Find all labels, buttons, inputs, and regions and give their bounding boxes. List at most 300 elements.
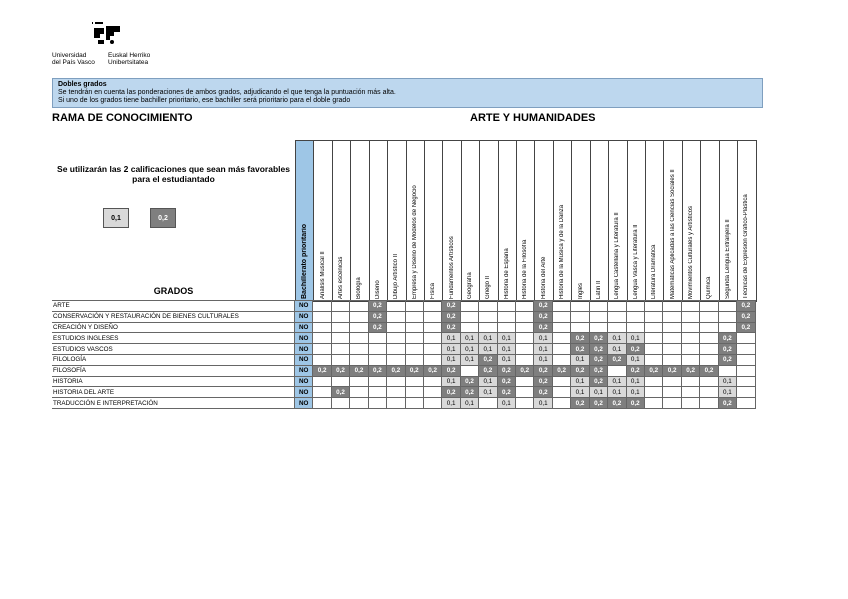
weight-cell: 0,2 <box>331 387 349 398</box>
header-info <box>52 140 295 300</box>
weight-cell <box>571 311 589 322</box>
weight-cell <box>681 333 699 344</box>
weight-cell <box>331 301 349 312</box>
weight-cell <box>552 333 570 344</box>
subject-header-row <box>295 140 757 302</box>
weight-cell <box>479 398 497 409</box>
column-header-label: Bachillerato prioritario <box>301 223 309 299</box>
weight-cell: 0,1 <box>460 398 478 409</box>
column-header-subject <box>443 141 461 302</box>
weight-cell: 0,2 <box>534 387 552 398</box>
weight-cell <box>460 365 478 376</box>
weight-cell: 0,2 <box>608 398 626 409</box>
column-header-subject <box>701 141 719 302</box>
weight-cell <box>718 301 736 312</box>
weight-cell <box>700 322 718 333</box>
weight-cell <box>663 311 681 322</box>
weight-cell <box>479 301 497 312</box>
column-header-label: Historia de España <box>503 248 510 299</box>
column-header-label: Fundamentos Artísticos <box>448 236 455 299</box>
column-header-subject <box>517 141 535 302</box>
weight-cell <box>460 322 478 333</box>
weight-cell <box>368 333 386 344</box>
weight-cell <box>516 322 534 333</box>
weight-cell: 0,2 <box>626 398 644 409</box>
column-header-label: Matemáticas Aplicadas a las Ciencias Sociales II <box>669 169 676 299</box>
weight-cell <box>368 387 386 398</box>
weight-cell: 0,1 <box>460 333 478 344</box>
weight-cell: 0,1 <box>479 387 497 398</box>
weight-cell <box>718 311 736 322</box>
weight-cell <box>313 333 331 344</box>
weight-cell <box>423 398 441 409</box>
weight-cell <box>516 398 534 409</box>
weight-cell <box>552 311 570 322</box>
column-header-label: Análisis Musical II <box>319 251 326 299</box>
column-header-label: Historia de la Filosofía <box>522 239 529 299</box>
weight-cell <box>663 398 681 409</box>
weight-cell: 0,2 <box>681 365 699 376</box>
weight-cell: 0,1 <box>718 376 736 387</box>
degree-name: TRADUCCIÓN E INTERPRETACIÓN <box>52 398 295 409</box>
weight-cell <box>571 301 589 312</box>
column-header-subject <box>424 141 442 302</box>
weight-cell <box>313 376 331 387</box>
column-header-label: Técnicas de Expresión Gráfico-Plástica <box>743 194 750 299</box>
table-row <box>52 354 755 365</box>
weight-cell <box>608 301 626 312</box>
weight-cell <box>608 311 626 322</box>
weight-cell <box>645 354 663 365</box>
weight-cell <box>350 354 368 365</box>
weight-cell <box>700 301 718 312</box>
weight-cell <box>645 322 663 333</box>
ehu-logo-icon <box>90 22 124 46</box>
weight-cell <box>645 387 663 398</box>
weight-cell: 0,1 <box>442 398 460 409</box>
weight-cell <box>368 398 386 409</box>
weight-cell: 0,1 <box>497 333 515 344</box>
weight-cell <box>331 344 349 355</box>
weight-cell <box>350 301 368 312</box>
table-row <box>52 365 755 376</box>
weight-cell <box>589 301 607 312</box>
bachillerato-cell: NO <box>295 365 313 376</box>
weight-cell <box>700 376 718 387</box>
weight-cell <box>571 322 589 333</box>
weight-cell <box>516 376 534 387</box>
column-header-label: Historia del Arte <box>540 256 547 299</box>
weight-cell <box>737 398 755 409</box>
weight-cell: 0,2 <box>497 376 515 387</box>
weight-cell: 0,1 <box>626 376 644 387</box>
weight-cell <box>405 387 423 398</box>
weight-cell <box>700 398 718 409</box>
weight-cell <box>313 398 331 409</box>
bachillerato-cell: NO <box>295 311 313 322</box>
weight-cell <box>737 376 755 387</box>
weight-cell <box>552 398 570 409</box>
weight-cell <box>663 387 681 398</box>
weight-cell <box>405 301 423 312</box>
weight-cell: 0,2 <box>718 398 736 409</box>
weight-cell <box>387 387 405 398</box>
weight-cell <box>626 311 644 322</box>
weight-cell: 0,2 <box>700 365 718 376</box>
logo-line2-es: del País Vasco <box>52 59 95 66</box>
weight-cell: 0,2 <box>589 354 607 365</box>
weight-cell: 0,2 <box>534 376 552 387</box>
weight-cell <box>423 354 441 365</box>
table-row <box>52 376 755 387</box>
weight-cell: 0,2 <box>589 333 607 344</box>
university-name-eu <box>108 52 150 66</box>
column-header-label: Artes escénicas <box>338 256 345 299</box>
weight-cell <box>645 344 663 355</box>
degree-name: CREACIÓN Y DISEÑO <box>52 322 295 333</box>
column-header-subject <box>535 141 553 302</box>
weight-cell: 0,2 <box>534 301 552 312</box>
weight-cell: 0,2 <box>645 365 663 376</box>
grados-label: GRADOS <box>153 286 194 296</box>
weight-cell: 0,1 <box>460 354 478 365</box>
weight-cell: 0,2 <box>313 365 331 376</box>
weight-cell: 0,2 <box>589 398 607 409</box>
weight-cell <box>516 311 534 322</box>
bachillerato-cell: NO <box>295 344 313 355</box>
column-header-subject <box>627 141 645 302</box>
weight-cell <box>350 311 368 322</box>
weight-cell: 0,2 <box>571 365 589 376</box>
weight-cell <box>387 301 405 312</box>
double-degree-note <box>52 78 763 108</box>
weight-cell <box>681 354 699 365</box>
weight-cell <box>350 333 368 344</box>
rama-label: RAMA DE CONOCIMIENTO <box>52 112 193 124</box>
column-header-label: Griego II <box>485 275 492 299</box>
weight-cell <box>645 301 663 312</box>
column-header-label: Dibujo Artístico II <box>393 253 400 299</box>
weight-cell: 0,2 <box>460 376 478 387</box>
weight-cell <box>552 322 570 333</box>
bachillerato-cell: NO <box>295 354 313 365</box>
weight-cell <box>331 333 349 344</box>
note-line-1: Se tendrán en cuenta las ponderaciones de ambos grados, adjudicando el que tenga la puntuación más alta. <box>58 89 396 96</box>
weight-cell: 0,2 <box>387 365 405 376</box>
weight-cell <box>681 387 699 398</box>
weight-cell <box>387 376 405 387</box>
column-header-subject <box>719 141 737 302</box>
weight-cell: 0,2 <box>589 344 607 355</box>
weight-cell: 0,1 <box>479 344 497 355</box>
weight-cell <box>516 387 534 398</box>
column-header-subject <box>682 141 700 302</box>
weight-cell: 0,1 <box>479 376 497 387</box>
weight-cell <box>552 344 570 355</box>
weight-cell <box>350 387 368 398</box>
column-header-label: Biología <box>356 277 363 299</box>
weight-cell: 0,1 <box>571 387 589 398</box>
weight-cell <box>331 311 349 322</box>
column-header-subject <box>572 141 590 302</box>
weight-cell: 0,1 <box>626 387 644 398</box>
weight-cell <box>405 398 423 409</box>
column-header-subject <box>461 141 479 302</box>
bachillerato-cell: NO <box>295 376 313 387</box>
weight-cell <box>497 301 515 312</box>
weight-cell: 0,1 <box>479 333 497 344</box>
weight-cell: 0,2 <box>589 365 607 376</box>
weight-cell <box>700 333 718 344</box>
weight-cell: 0,1 <box>571 376 589 387</box>
weight-cell <box>460 311 478 322</box>
weight-cell <box>387 333 405 344</box>
weight-cell: 0,1 <box>534 344 552 355</box>
table-row <box>52 398 755 409</box>
weight-cell <box>552 387 570 398</box>
column-header-subject <box>388 141 406 302</box>
weight-cell <box>497 311 515 322</box>
column-header-subject <box>609 141 627 302</box>
weight-cell: 0,2 <box>442 301 460 312</box>
weight-cell <box>681 398 699 409</box>
weight-cell <box>626 322 644 333</box>
degree-name: ESTUDIOS VASCOS <box>52 344 295 355</box>
weight-cell <box>681 301 699 312</box>
weight-cell: 0,2 <box>423 365 441 376</box>
weight-legend-light: 0,1 <box>103 208 129 228</box>
column-header-subject <box>553 141 571 302</box>
column-header-label: Geografía <box>467 272 473 299</box>
weight-cell <box>645 376 663 387</box>
weight-cell <box>331 376 349 387</box>
column-header-label: Lengua Vasca y Literatura II <box>632 224 639 299</box>
column-header-bachillerato <box>296 141 314 302</box>
weight-cell: 0,2 <box>718 344 736 355</box>
bachillerato-cell: NO <box>295 333 313 344</box>
weight-cell <box>516 354 534 365</box>
weight-cell <box>737 354 755 365</box>
column-header-subject <box>646 141 664 302</box>
weight-cell: 0,1 <box>442 376 460 387</box>
instruction-text: Se utilizarán las 2 calificaciones que sean más favorables para el estudiantado <box>57 164 290 184</box>
university-logo <box>52 22 162 64</box>
column-header-label: Latín II <box>595 280 602 299</box>
weight-cell <box>405 311 423 322</box>
weight-cell: 0,2 <box>442 322 460 333</box>
weight-cell <box>405 376 423 387</box>
weight-cell <box>331 322 349 333</box>
weight-cell: 0,1 <box>497 354 515 365</box>
weight-cell: 0,2 <box>737 311 755 322</box>
weight-cell <box>423 376 441 387</box>
bachillerato-cell: NO <box>295 398 313 409</box>
weight-cell <box>479 322 497 333</box>
bachillerato-cell: NO <box>295 322 313 333</box>
weight-cell <box>405 344 423 355</box>
weight-cell <box>387 354 405 365</box>
weight-cell <box>681 322 699 333</box>
weight-cell: 0,1 <box>608 344 626 355</box>
weight-cell <box>700 344 718 355</box>
column-header-subject <box>351 141 369 302</box>
weight-cell <box>460 301 478 312</box>
weight-cell <box>608 322 626 333</box>
weight-cell: 0,2 <box>479 365 497 376</box>
table-row <box>52 322 755 333</box>
weight-cell <box>589 322 607 333</box>
weight-cell: 0,2 <box>737 301 755 312</box>
weight-cell <box>645 333 663 344</box>
weight-cell <box>663 301 681 312</box>
column-header-subject <box>332 141 350 302</box>
weight-cell: 0,1 <box>608 387 626 398</box>
weight-cell <box>405 354 423 365</box>
weight-cell <box>608 365 626 376</box>
weight-cell: 0,1 <box>497 344 515 355</box>
weight-cell <box>681 344 699 355</box>
weight-cell <box>737 387 755 398</box>
weight-cell <box>737 333 755 344</box>
degree-name: CONSERVACIÓN Y RESTAURACIÓN DE BIENES CULTURALES <box>52 311 295 322</box>
weight-cell <box>718 322 736 333</box>
column-header-subject <box>369 141 387 302</box>
weight-cell <box>700 311 718 322</box>
weight-cell: 0,1 <box>626 354 644 365</box>
weight-cell: 0,2 <box>368 365 386 376</box>
column-header-subject <box>498 141 516 302</box>
weight-cell: 0,2 <box>552 365 570 376</box>
degree-name: FILOSOFÍA <box>52 365 295 376</box>
column-header-subject <box>590 141 608 302</box>
weight-cell <box>423 387 441 398</box>
note-line-2: Si uno de los grados tiene bachiller prioritario, ese bachiller será prioritario para el doble grado <box>58 97 351 104</box>
column-header-label: Física <box>430 282 437 299</box>
column-header-label: Diseño <box>374 280 381 299</box>
column-header-subject <box>480 141 498 302</box>
weight-cell <box>387 344 405 355</box>
weight-cell <box>552 301 570 312</box>
weight-cell: 0,1 <box>571 354 589 365</box>
weight-cell: 0,1 <box>608 333 626 344</box>
weight-cell <box>350 376 368 387</box>
weight-cell <box>552 354 570 365</box>
weight-cell <box>313 311 331 322</box>
weight-cell <box>516 333 534 344</box>
column-header-label: Literatura Dramática <box>651 244 658 299</box>
weight-cell: 0,2 <box>479 354 497 365</box>
weight-cell <box>681 311 699 322</box>
weight-cell: 0,2 <box>368 301 386 312</box>
weight-cell: 0,1 <box>442 354 460 365</box>
degree-name: HISTORIA DEL ARTE <box>52 387 295 398</box>
weight-cell: 0,2 <box>626 365 644 376</box>
weight-cell: 0,1 <box>534 354 552 365</box>
weight-cell <box>331 398 349 409</box>
weight-cell: 0,2 <box>331 365 349 376</box>
column-header-label: Movimientos Culturales y Artísticos <box>688 205 695 299</box>
weight-cell <box>718 365 736 376</box>
weight-cell <box>552 376 570 387</box>
column-header-subject <box>314 141 332 302</box>
weight-cell <box>423 333 441 344</box>
weight-cell <box>589 311 607 322</box>
weight-cell <box>423 301 441 312</box>
weight-cell <box>737 344 755 355</box>
weight-cell <box>626 301 644 312</box>
weight-cell <box>331 354 349 365</box>
weight-cell <box>663 344 681 355</box>
weight-cell: 0,2 <box>663 365 681 376</box>
column-header-label: Química <box>706 276 713 299</box>
weight-cell: 0,2 <box>737 322 755 333</box>
logo-line1-eu: Euskal Herriko <box>108 52 151 59</box>
weight-cell <box>423 311 441 322</box>
weight-cell: 0,2 <box>571 333 589 344</box>
weight-cell <box>663 333 681 344</box>
weight-cell: 0,1 <box>460 344 478 355</box>
weight-cell <box>663 354 681 365</box>
degree-name: ESTUDIOS INGLESES <box>52 333 295 344</box>
weight-cell: 0,2 <box>534 311 552 322</box>
weight-cell: 0,1 <box>589 387 607 398</box>
weight-cell: 0,1 <box>442 344 460 355</box>
degrees-table <box>52 300 756 409</box>
weight-cell: 0,1 <box>442 333 460 344</box>
column-header-label: Inglés <box>577 282 584 299</box>
bachillerato-cell: NO <box>295 301 313 312</box>
weight-cell: 0,2 <box>589 376 607 387</box>
weight-cell <box>368 344 386 355</box>
weight-cell <box>387 398 405 409</box>
weight-cell: 0,1 <box>608 376 626 387</box>
weight-cell <box>313 322 331 333</box>
weight-cell <box>663 322 681 333</box>
weight-cell: 0,2 <box>516 365 534 376</box>
degree-name: ARTE <box>52 301 295 312</box>
weight-cell <box>516 344 534 355</box>
weight-cell <box>663 376 681 387</box>
weight-cell: 0,2 <box>571 398 589 409</box>
weight-cell <box>313 301 331 312</box>
logo-line2-eu: Unibertsitatea <box>108 59 149 66</box>
weight-cell: 0,2 <box>497 365 515 376</box>
rama-value: ARTE Y HUMANIDADES <box>470 112 596 124</box>
column-header-label: Segunda Lengua Extranjera II <box>724 219 731 299</box>
weight-cell: 0,2 <box>497 387 515 398</box>
table-row <box>52 387 755 398</box>
column-header-label: Historia de la Música y de la Danza <box>559 204 566 299</box>
weight-cell: 0,2 <box>460 387 478 398</box>
weight-cell <box>350 344 368 355</box>
weight-cell: 0,2 <box>442 311 460 322</box>
weight-cell <box>516 301 534 312</box>
weight-cell: 0,2 <box>534 322 552 333</box>
table-row <box>52 333 755 344</box>
weight-cell <box>405 322 423 333</box>
table-row <box>52 344 755 355</box>
weight-cell <box>497 322 515 333</box>
weight-cell: 0,2 <box>368 311 386 322</box>
logo-line1-es: Universidad <box>52 52 87 59</box>
weight-cell <box>387 311 405 322</box>
weight-cell: 0,2 <box>405 365 423 376</box>
weight-cell <box>387 322 405 333</box>
weight-cell <box>681 376 699 387</box>
weight-cell: 0,2 <box>571 344 589 355</box>
weight-cell: 0,2 <box>718 354 736 365</box>
weight-cell <box>368 354 386 365</box>
